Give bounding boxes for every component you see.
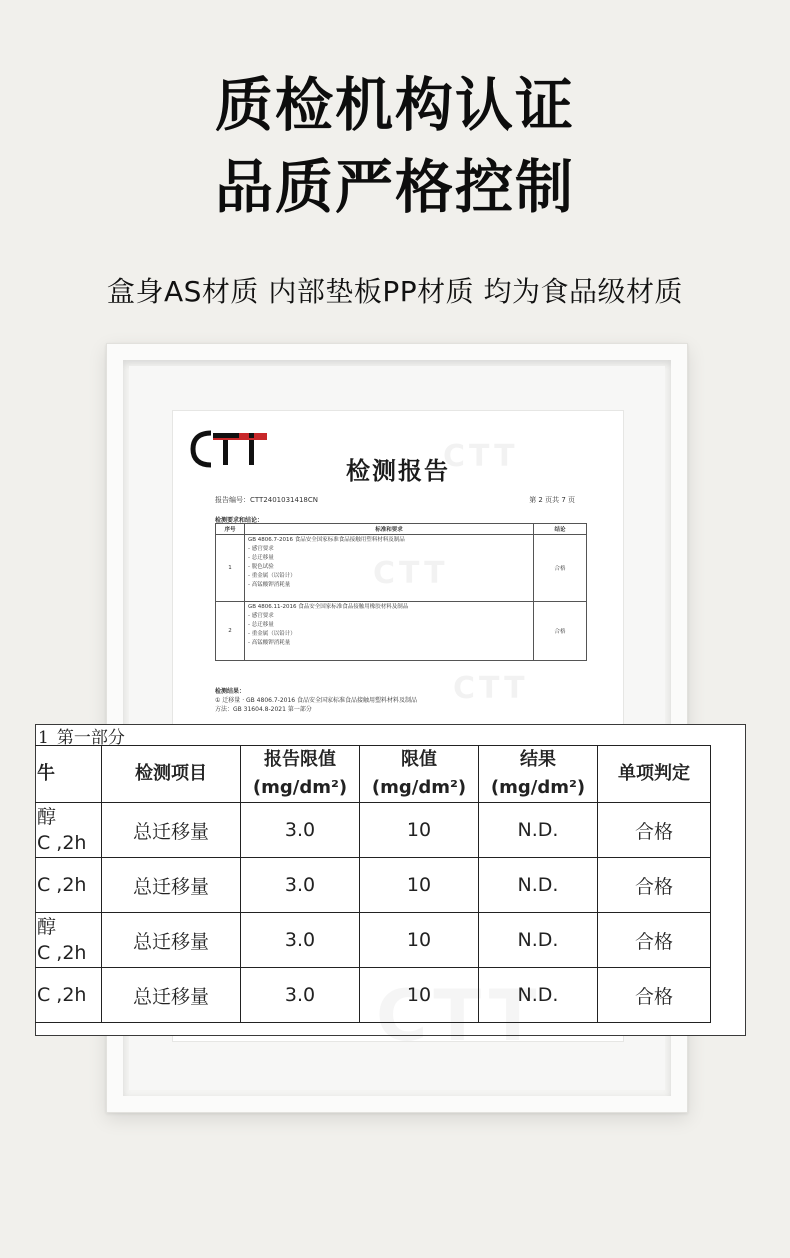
verdict-cell: 合格	[598, 913, 711, 968]
item-cell: 总迁移量	[102, 913, 241, 968]
mini-header-result: 结论	[534, 524, 587, 535]
requirements-table	[215, 523, 587, 661]
results-excerpt	[35, 724, 746, 1036]
watermark: CTT	[443, 439, 519, 474]
section-label: 1 第一部分	[38, 728, 125, 748]
reported-cell: 3.0	[241, 968, 360, 1023]
header-limit: 限值 (mg/dm²)	[360, 746, 479, 803]
headline-line-1: 质检机构认证	[214, 71, 575, 139]
table-row	[35, 858, 711, 913]
report-notes: 检测结果： ① 迁移量 · GB 4806.7-2016 食品安全国家标准食品接触用塑料材料及制品 方法：GB 31604.8-2021 第一部分	[215, 688, 418, 713]
sample-cell: 醇 C ,2h	[35, 913, 102, 968]
mini-header-no: 序号	[216, 524, 245, 535]
mini-row-no: 1	[216, 535, 245, 602]
sample-cell: C ,2h	[35, 968, 102, 1023]
table-row	[35, 968, 711, 1023]
limit-cell: 10	[360, 858, 479, 913]
item-cell: 总迁移量	[102, 968, 241, 1023]
header-cut-sample: 牛	[35, 746, 102, 803]
verdict-cell: 合格	[598, 803, 711, 858]
mini-header-standard: 标准和要求	[245, 524, 534, 535]
item-cell: 总迁移量	[102, 858, 241, 913]
mini-row	[216, 602, 587, 661]
limit-cell: 10	[360, 803, 479, 858]
sample-cell: 醇 C ,2h	[35, 803, 102, 858]
mini-row-result: 合格	[534, 535, 587, 602]
requirement-label: 检测要求和结论：	[215, 517, 264, 524]
material-subline: 盒身AS材质 内部垫板PP材质 均为食品级材质	[106, 275, 683, 308]
results-header-row	[35, 746, 711, 803]
header-verdict: 单项判定	[598, 746, 711, 803]
item-cell: 总迁移量	[102, 803, 241, 858]
results-table	[35, 745, 711, 1023]
mini-row-standard: GB 4806.11-2016 食品安全国家标准食品接触用橡胶材料及制品 - 感官要求 - 总迁移量 - 重金属（以铅计） - 高锰酸钾消耗量	[245, 602, 534, 661]
result-cell: N.D.	[479, 913, 598, 968]
report-number: 报告编号：CTT2401031418CN	[215, 496, 318, 504]
report-title: 检测报告	[346, 456, 450, 485]
mini-row-standard: GB 4806.7-2016 食品安全国家标准食品接触用塑料材料及制品 - 感官要求 - 总迁移量 - 脱色试验 - 重金属（以铅计） - 高锰酸钾消耗量	[245, 535, 534, 602]
header-result: 结果 (mg/dm²)	[479, 746, 598, 803]
report-page-info: 第 2 页共 7 页	[529, 496, 575, 504]
sample-cell: C ,2h	[35, 858, 102, 913]
header-reported-limit: 报告限值 (mg/dm²)	[241, 746, 360, 803]
verdict-cell: 合格	[598, 968, 711, 1023]
mini-row-no: 2	[216, 602, 245, 661]
result-cell: N.D.	[479, 803, 598, 858]
limit-cell: 10	[360, 968, 479, 1023]
reported-cell: 3.0	[241, 803, 360, 858]
result-cell: N.D.	[479, 858, 598, 913]
mini-row-result: 合格	[534, 602, 587, 661]
header-test-item: 检测项目	[102, 746, 241, 803]
result-cell: N.D.	[479, 968, 598, 1023]
watermark: CTT	[373, 556, 449, 591]
table-row	[35, 803, 711, 858]
table-row	[35, 913, 711, 968]
limit-cell: 10	[360, 913, 479, 968]
reported-cell: 3.0	[241, 913, 360, 968]
verdict-cell: 合格	[598, 858, 711, 913]
reported-cell: 3.0	[241, 858, 360, 913]
watermark: CTT	[453, 671, 529, 706]
headline-line-2: 品质严格控制	[214, 153, 575, 221]
